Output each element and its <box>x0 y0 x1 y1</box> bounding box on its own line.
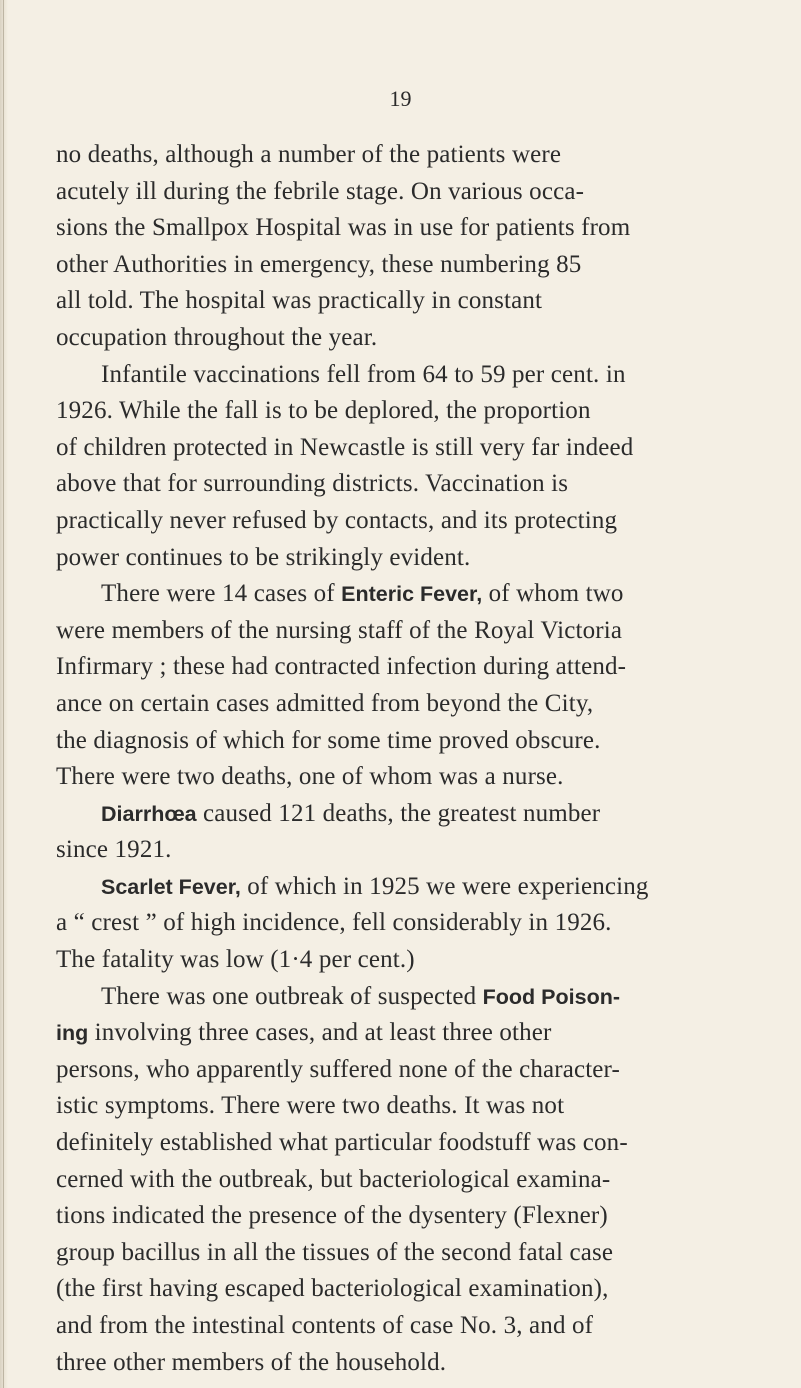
bold-term: Enteric Fever, <box>341 582 483 607</box>
text-run: since 1921. <box>56 836 172 864</box>
text-line <box>56 1015 768 1052</box>
text-run: above that for surrounding districts. Vaccination is <box>56 470 569 498</box>
text-run: power continues to be strikingly evident. <box>56 543 471 571</box>
text-line <box>56 466 768 503</box>
text-run: Infantile vaccinations fell from 64 to 59 per cent. in <box>101 360 626 388</box>
text-run: other Authorities in emergency, these numbering 85 <box>56 250 582 278</box>
text-line <box>56 869 768 906</box>
text-line <box>56 1308 768 1345</box>
text-line <box>56 1052 768 1089</box>
text-line <box>56 649 768 686</box>
text-line <box>56 503 768 540</box>
text-run: of children protected in Newcastle is still very far indeed <box>56 433 634 461</box>
text-run: There were 14 cases of <box>101 580 342 608</box>
text-line <box>56 1125 768 1162</box>
text-run: of which in 1925 we were experiencing <box>240 872 649 900</box>
text-line <box>56 759 768 796</box>
text-line <box>56 393 768 430</box>
binding-line <box>3 0 4 1388</box>
text-line <box>56 942 768 979</box>
text-run: 1926. While the fall is to be deplored, the proportion <box>56 397 591 425</box>
text-run: persons, who apparently suffered none of the character- <box>56 1055 620 1083</box>
bold-term: Scarlet Fever, <box>101 874 241 899</box>
text-run: were members of the nursing staff of the Royal Victoria <box>56 616 623 644</box>
text-run: acutely ill during the febrile stage. On various occa- <box>56 177 585 205</box>
text-line <box>56 1345 768 1382</box>
binding-edge <box>0 0 8 1388</box>
text-line <box>56 979 768 1016</box>
text-run: and from the intestinal contents of case No. 3, and of <box>56 1312 594 1339</box>
text-run: practically never refused by contacts, and its protecting <box>56 506 618 534</box>
text-line <box>56 832 768 869</box>
text-run: cerned with the outbreak, but bacteriological examina- <box>56 1165 611 1193</box>
text-line <box>56 247 768 284</box>
text-run: involving three cases, and at least three other <box>88 1019 552 1047</box>
bold-term: Diarrhœa <box>101 801 197 826</box>
text-run: occupation throughout the year. <box>56 323 378 351</box>
text-line <box>56 905 768 942</box>
text-line <box>56 613 768 650</box>
text-run: a “ crest ” of high incidence, fell considerably in 1926. <box>56 909 612 937</box>
text-run: The fatality was low (1·4 per cent.) <box>56 946 415 974</box>
text-line <box>56 1198 768 1235</box>
text-line <box>56 686 768 723</box>
text-run: all told. The hospital was practically in constant <box>56 287 543 315</box>
text-run: istic symptoms. There were two deaths. It was not <box>56 1092 565 1120</box>
bold-term: ing <box>56 1021 89 1046</box>
text-run: There was one outbreak of suspected <box>101 982 483 1010</box>
text-run: ance on certain cases admitted from beyond the City, <box>56 689 594 717</box>
text-line <box>56 1271 768 1308</box>
text-line <box>56 796 768 833</box>
text-run: caused 121 deaths, the greatest number <box>196 799 601 827</box>
text-line <box>56 137 768 174</box>
text-run: group bacillus in all the tissues of the second fatal case <box>56 1238 614 1266</box>
text-run: There were two deaths, one of whom was a nurse. <box>56 763 564 791</box>
bold-term: Food Poison- <box>482 984 620 1009</box>
text-run: (the first having escaped bacteriological examination), <box>56 1275 609 1303</box>
text-run: no deaths, although a number of the patients were <box>56 141 562 168</box>
text-line <box>56 357 768 394</box>
text-line <box>56 320 768 357</box>
text-line <box>56 174 768 211</box>
text-run: tions indicated the presence of the dysentery (Flexner) <box>56 1202 608 1230</box>
body-text <box>56 137 768 1381</box>
text-line <box>56 1088 768 1125</box>
page-number: 19 <box>389 86 412 111</box>
text-line <box>56 430 768 467</box>
text-run: sions the Smallpox Hospital was in use for patients from <box>56 214 631 242</box>
text-run: three other members of the household. <box>56 1348 447 1376</box>
text-run: Infirmary ; these had contracted infection during attend- <box>56 653 627 681</box>
text-line <box>56 1162 768 1199</box>
text-run: the diagnosis of which for some time proved obscure. <box>56 726 601 754</box>
text-line <box>56 1235 768 1272</box>
text-line <box>56 283 768 320</box>
text-run: definitely established what particular foodstuff was con- <box>56 1129 628 1157</box>
text-run: of whom two <box>482 580 624 608</box>
text-line <box>56 540 768 577</box>
text-line <box>56 576 768 613</box>
text-line <box>56 723 768 760</box>
text-line <box>56 210 768 247</box>
